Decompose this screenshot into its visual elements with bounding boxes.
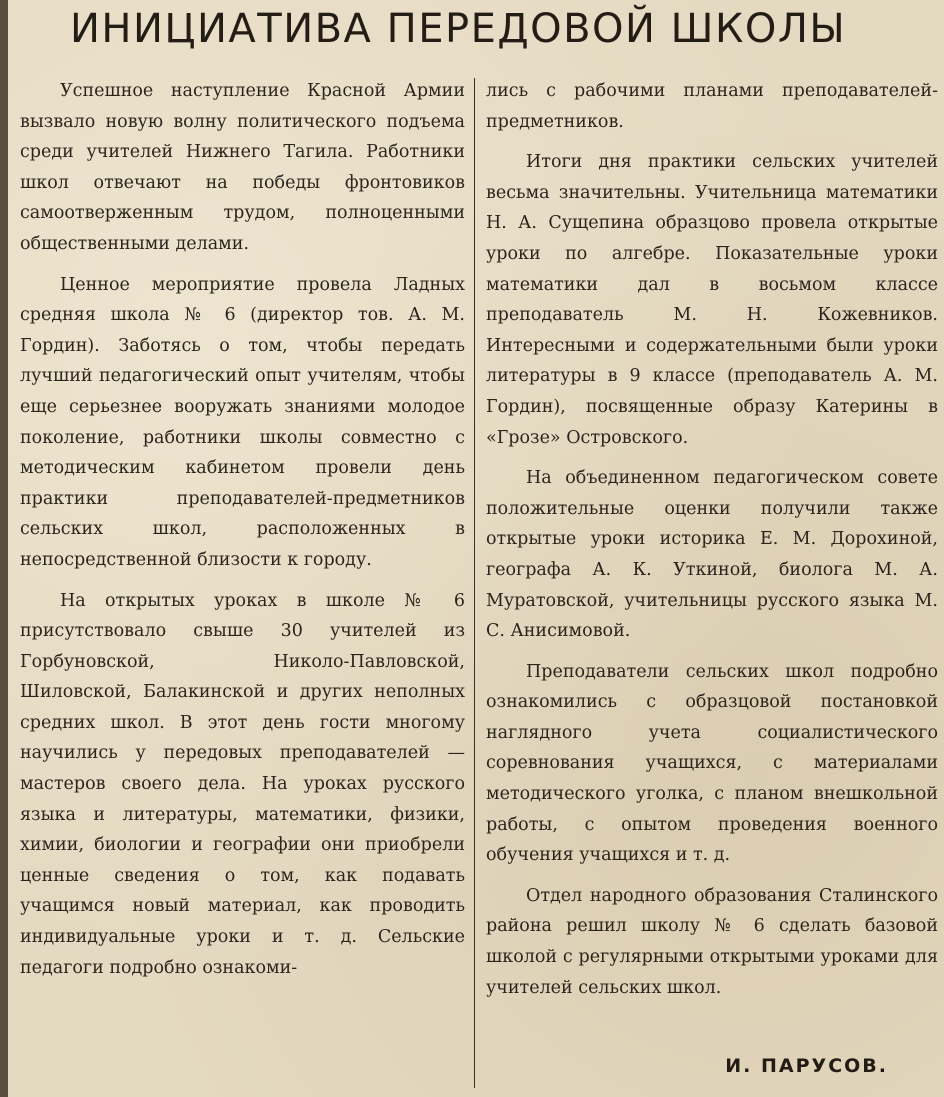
paragraph: Успешное наступление Красной Армии вызвало новую волну политического подъема среди учителей Нижнего Тагила. Работники школ отвечают на победы фронтовиков самоотверженным трудом, полноценными общественными делами.: [20, 81, 465, 254]
paragraph-continued: лись с рабочими планами преподавателей-предметников.: [486, 81, 938, 132]
paragraph: На открытых уроках в школе № 6 присутствовало свыше 30 учителей из Горбуновской, Николо-Павловской, Шиловской, Балакинской и других неполных средних школ. В этот день гости многому научились у передовых преподавателей — мастеров своего дела. На уроках русского языка и литературы, математики, физики, химии, биологии и географии они приобрели ценные сведения о том, как подавать учащимся новый материал, как проводить индивидуальные уроки и т. д. Сельские педагоги подробно ознакоми-: [20, 590, 465, 978]
paragraph: Отдел народного образования Сталинского района решил школу № 6 сделать базовой школой с регулярными открытыми уроками для учителей сельских школ.: [486, 885, 938, 998]
author-signature: И. ПАРУСОВ.: [725, 1055, 888, 1077]
left-column: [20, 76, 465, 993]
right-column: [486, 76, 938, 1013]
paragraph: Ценное мероприятие провела Ладных средняя школа № 6 (директор тов. А. М. Гордин). Заботясь о том, чтобы передать лучший педагогический опыт учителям, чтобы еще серьезнее вооружать знаниями молодое поколение, работники школы совместно с методическим кабинетом провели день практики преподавателей-предметников сельских школ, расположенных в непосредственной близости к городу.: [20, 274, 465, 570]
paragraph: Преподаватели сельских школ подробно ознакомились с образцовой постановкой наглядного учета социалистического соревнования учащихся, с материалами методического уголка, с планом внешкольной работы, с опытом проведения военного обучения учащихся и т. д.: [486, 661, 938, 866]
paragraph: На объединенном педагогическом совете положительные оценки получили также открытые уроки историка Е. М. Дорохиной, географа А. К. Уткиной, биолога М. А. Муратовской, учительницы русского языка М. С. Анисимовой.: [486, 468, 938, 642]
article-headline: ИНИЦИАТИВА ПЕРЕДОВОЙ ШКОЛЫ: [70, 6, 847, 52]
column-divider: [474, 78, 475, 1088]
paragraph: Итоги дня практики сельских учителей весьма значительны. Учительница математики Н. А. Сущепина образцово провела открытые уроки по алгебре. Показательные уроки математики дал в восьмом классе преподаватель М. Н. Кожевников. Интересными и содержательными были уроки литературы в 9 классе (преподаватель А. М. Гордин), посвященные образу Катерины в «Грозе» Островского.: [486, 152, 938, 448]
page-edge-shadow: [0, 0, 8, 1097]
